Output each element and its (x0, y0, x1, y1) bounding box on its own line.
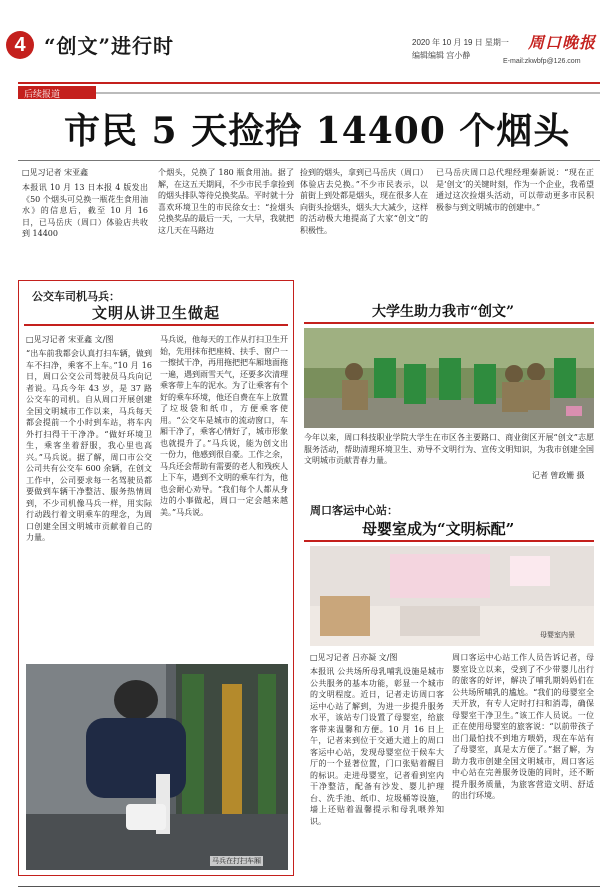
followup-col-3: 捡到的烟头，拿到已马岳庆（周口）体验店去兑换。”不少市民表示，以前街上到处都是烟头，现在很多人在向街头捡烟头，烟头大大减少，这样的活动极大地提高了大家“创文”的积极性。 (300, 168, 428, 235)
students-photo (304, 328, 594, 428)
students-photo-credit: 记者 曾政姗 摄 (532, 471, 585, 480)
footer-rule (18, 886, 600, 887)
students-rule (304, 322, 594, 324)
followup-byline: □见习记者 宋亚鑫 (22, 168, 89, 177)
editor-line: 编辑编辑 宫小静 (412, 51, 471, 60)
station-byline: □见习记者 吕亦凝 文/图 (310, 653, 398, 662)
page-number-badge: 4 (6, 31, 34, 59)
tag-rule (96, 92, 600, 94)
followup-col-2: 个烟头，兑换了 180 瓶食用油。据了解，在这五天期间，不少市民手拿捡到的烟头排队等待兑换奖品。平时就十分喜欢环境卫生的市民徐女士：“捡烟头兑换奖品的最后一天，一大早，我就把这几天在马路边 (158, 168, 294, 235)
section-title: “创文”进行时 (44, 34, 175, 58)
header-meta (412, 36, 509, 62)
issue-date: 2020 年 10 月 19 日 星期一 (412, 38, 509, 47)
email-address: E-mail:zkwbfp@126.com (503, 58, 581, 65)
followup-col-4: 已马岳庆周口总代理经理秦新说：“现在正是‘创文’的关键时刻，作为一个企业，我希望通过这次捡烟头活动，可以带动更多市民积极参与到文明城市的创建中。” (436, 168, 594, 212)
bus-story-subhead: 文明从讲卫生做起 (92, 304, 221, 322)
bus-story-byline: □见习记者 宋亚鑫 文/图 (26, 335, 114, 344)
station-col-2: 周口客运中心站工作人员告诉记者，母婴室设立以来，受到了不少带婴儿出行的旅客的好评，解决了哺乳期妈妈们在公共场所哺乳的尴尬。“我们的母婴室全天开放，有专人定时打扫和消毒，确保母婴室干净卫生。”该工作人员说。一位正在使用母婴室的旅客说：“以前带孩子出门最怕找不到地方喂奶，现在车站有了母婴室，真是太方便了。”据了解，为助力我市创建全国文明城市，周口客运中心站在完善服务设施的同时，还不断提升服务质量，为旅客营造文明、舒适的出行环境。 (452, 653, 594, 800)
bus-story-col-1: “出车前我都会认真打扫车辆，做到车不扫净，乘客不上车。”10 月 16 日，周口公交公司驾驶员马兵向记者说。马兵今年 43 岁，是 37 路公交车的司机。自从周口开展创建全国文明城市工作以来，马兵每天都会提前一个小时到车站，将车内外打扫得干干净净。“做好环境卫生，乘客坐着舒服，我心里也高兴。”马兵说。据了解，周口市公交公司共有公交车 600 余辆，在创文工作中，公司要求每一名驾驶员都要做到车辆干净整洁、服务热情周到，不少司机像马兵一样，用实际行动践行着文明乘车的理念，为周口创建全国文明城市贡献着自己的力量。 (26, 349, 152, 542)
station-rule (304, 540, 594, 542)
header-rule (18, 82, 600, 84)
bus-interior-illustration (26, 664, 288, 870)
headline-rule (18, 160, 600, 161)
students-caption: 今年以来，周口科技职业学院大学生在市区各主要路口、商业街区开展“创文”志愿服务活动，帮助清理环境卫生、劝导不文明行为、宣传文明知识，为我市创建全国文明城市贡献青春力量。 (304, 433, 594, 465)
main-headline: 市民 5 天捡拾 14400 个烟头 (64, 110, 571, 152)
followup-col-1: 本报讯 10 月 13 日本报 4 版发出《50 个烟头可兑换一瓶花生食用油水》的信息后，截至 10 月 16 日，已马岳庆（周口）体验店共收到 14400 (22, 183, 148, 238)
students-cleaning-illustration (304, 328, 594, 428)
section-tag (18, 86, 96, 99)
station-photo-caption: 母婴室内景 (540, 632, 575, 639)
station-col-1: 本报讯 公共场所母乳哺乳设施是城市公共服务的基本功能，彰显一个城市的文明程度。近日，记者走访周口客运中心站了解到，为进一步提升服务水平，该站专门设置了母婴室，给旅客带来温馨和方便。10 月 16 日上午，记者来到位于交通大道上的周口客运中心站，发现母婴室位于候车大厅的一个显著位置，门口张贴着醒目的标识。走进母婴室，记者看到室内干净整洁，配备有沙发、婴儿护理台、洗手池、纸巾、垃圾桶等设施，墙上还贴着温馨提示和母乳喂养知识。 (310, 667, 444, 826)
section-tag-label: 后续报道 (24, 89, 61, 99)
bus-story-kicker: 公交车司机马兵： (32, 290, 120, 303)
bus-driver-photo (26, 664, 288, 870)
bus-story-rule (24, 324, 288, 326)
bus-story-col-2: 马兵说，他每天的工作从打扫卫生开始，先用抹布把座椅、扶手、窗户一一擦拭干净，再用拖把把车厢地面拖一遍，遇到雨雪天气，还要多次清理乘客带上车的泥水。为了让乘客有个好的乘车环境，他还自费在车上放置了垃圾袋和纸巾，方便乘客使用。“公交车是城市的流动窗口，车厢干净了，乘客心情好了，城市形象也就提升了。”马兵说，能为创文出一份力，他感到很自豪。工作之余，马兵还会帮助有需要的老人和残疾人上下车，遇到不文明的乘车行为，他也会耐心劝导。“我们每个人都从身边的小事做起，周口一定会越来越美。”马兵说。 (160, 335, 288, 517)
station-heading: 母婴室成为“文明标配” (362, 520, 515, 538)
station-kicker: 周口客运中心站： (310, 504, 398, 517)
bus-photo-caption: 马兵在打扫车厢 (212, 858, 261, 865)
newspaper-logo: 周口晚报 (528, 33, 597, 52)
students-heading: 大学生助力我市“创文” (372, 304, 515, 320)
